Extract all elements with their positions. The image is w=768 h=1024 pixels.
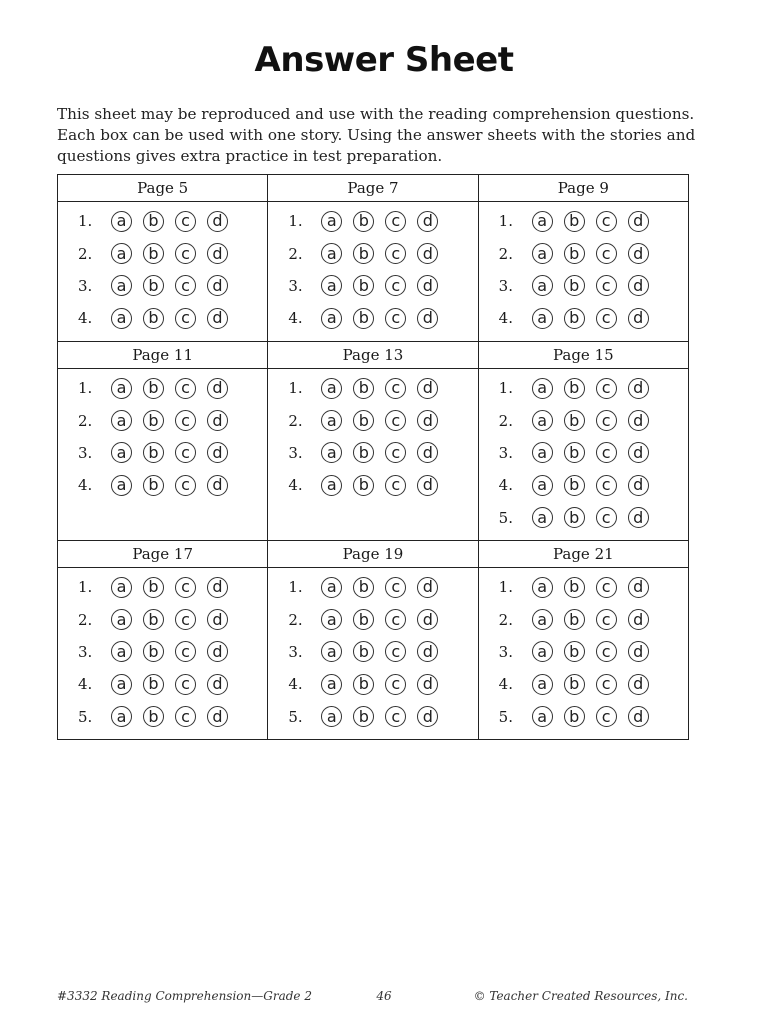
answer-bubble-a[interactable]: a xyxy=(532,243,553,264)
body-row-2 xyxy=(58,369,689,541)
answer-bubble-b[interactable]: b xyxy=(143,243,164,264)
box-header: Page 11 xyxy=(58,342,268,369)
answer-bubble-c[interactable]: c xyxy=(385,378,406,399)
answer-bubble-c[interactable]: c xyxy=(596,275,617,296)
answer-bubble-a[interactable]: a xyxy=(532,442,553,463)
answer-bubble-b[interactable]: b xyxy=(353,211,374,232)
question-number: 1. xyxy=(498,578,513,597)
question-number: 3. xyxy=(78,642,93,661)
answer-bubble-b[interactable]: b xyxy=(564,475,585,496)
answer-bubble-a[interactable]: a xyxy=(532,308,553,329)
answer-bubble-d[interactable]: d xyxy=(417,378,438,399)
answer-bubble-a[interactable]: a xyxy=(532,706,553,727)
question-number: 2. xyxy=(498,610,513,629)
answer-bubble-c[interactable]: c xyxy=(385,410,406,431)
answer-bubble-c[interactable]: c xyxy=(175,674,196,695)
answer-bubble-d[interactable]: d xyxy=(417,211,438,232)
answer-bubble-b[interactable]: b xyxy=(564,706,585,727)
answer-bubble-b[interactable]: b xyxy=(353,243,374,264)
answer-bubble-d[interactable]: d xyxy=(207,674,228,695)
answer-bubble-a[interactable]: a xyxy=(321,378,342,399)
answer-bubble-c[interactable]: c xyxy=(385,211,406,232)
answer-bubble-a[interactable]: a xyxy=(111,442,132,463)
box-header: Page 17 xyxy=(58,541,268,568)
answer-bubble-b[interactable]: b xyxy=(143,475,164,496)
answer-bubble-d[interactable]: d xyxy=(417,243,438,264)
answer-bubble-c[interactable]: c xyxy=(385,243,406,264)
answer-bubble-a[interactable]: a xyxy=(321,609,342,630)
answer-bubble-d[interactable]: d xyxy=(628,378,649,399)
question-row xyxy=(479,437,688,469)
answer-bubble-b[interactable]: b xyxy=(143,211,164,232)
question-row xyxy=(58,270,267,302)
answer-bubble-b[interactable]: b xyxy=(143,308,164,329)
question-number: 2. xyxy=(288,411,303,430)
answer-bubble-a[interactable]: a xyxy=(532,507,553,528)
answer-bubble-a[interactable]: a xyxy=(321,410,342,431)
answer-bubble-d[interactable]: d xyxy=(207,475,228,496)
answer-bubble-d[interactable]: d xyxy=(417,410,438,431)
question-number: 5. xyxy=(498,508,513,527)
answer-bubble-c[interactable]: c xyxy=(175,275,196,296)
answer-bubble-d[interactable]: d xyxy=(628,243,649,264)
answer-bubble-a[interactable]: a xyxy=(111,577,132,598)
question-row xyxy=(479,270,688,302)
answer-bubble-b[interactable]: b xyxy=(353,410,374,431)
answer-bubble-b[interactable]: b xyxy=(353,609,374,630)
question-number: 4. xyxy=(78,675,93,694)
question-row xyxy=(479,502,688,534)
question-number: 1. xyxy=(78,379,93,398)
answer-bubble-d[interactable]: d xyxy=(417,475,438,496)
answer-bubble-a[interactable]: a xyxy=(111,243,132,264)
question-row xyxy=(268,603,477,635)
answer-grid xyxy=(57,174,689,740)
question-row xyxy=(58,571,267,603)
page-title: Answer Sheet xyxy=(254,40,514,80)
answer-bubble-d[interactable]: d xyxy=(628,475,649,496)
answer-bubble-b[interactable]: b xyxy=(143,378,164,399)
box-header: Page 13 xyxy=(268,342,478,369)
question-number: 5. xyxy=(78,707,93,726)
question-row xyxy=(268,701,477,733)
answer-box xyxy=(478,202,688,342)
question-row xyxy=(58,404,267,436)
answer-bubble-b[interactable]: b xyxy=(353,674,374,695)
question-number: 1. xyxy=(288,578,303,597)
header-row-2 xyxy=(58,342,689,369)
answer-bubble-b[interactable]: b xyxy=(143,442,164,463)
body-row-1 xyxy=(58,202,689,342)
answer-box xyxy=(58,202,268,342)
answer-bubble-a[interactable]: a xyxy=(532,475,553,496)
answer-bubble-a[interactable]: a xyxy=(111,410,132,431)
question-number: 2. xyxy=(78,411,93,430)
question-number: 4. xyxy=(288,309,303,328)
question-number: 1. xyxy=(288,379,303,398)
answer-box xyxy=(58,369,268,541)
question-row xyxy=(479,668,688,700)
answer-bubble-a[interactable]: a xyxy=(321,641,342,662)
answer-bubble-c[interactable]: c xyxy=(596,475,617,496)
answer-bubble-b[interactable]: b xyxy=(143,674,164,695)
question-number: 2. xyxy=(498,411,513,430)
intro-paragraph: This sheet may be reproduced and use with the reading comprehension questions. Each box can be used with one story. Using the answer sheets with the stories and questions gives extra practice in test preparation. xyxy=(57,105,696,165)
answer-bubble-d[interactable]: d xyxy=(628,507,649,528)
answer-bubble-a[interactable]: a xyxy=(321,475,342,496)
question-number: 3. xyxy=(78,276,93,295)
answer-bubble-c[interactable]: c xyxy=(596,308,617,329)
question-row xyxy=(268,668,477,700)
answer-bubble-b[interactable]: b xyxy=(564,243,585,264)
question-row xyxy=(58,302,267,334)
question-row xyxy=(58,237,267,269)
question-row xyxy=(479,404,688,436)
answer-bubble-b[interactable]: b xyxy=(353,641,374,662)
answer-bubble-b[interactable]: b xyxy=(564,308,585,329)
answer-bubble-b[interactable]: b xyxy=(143,577,164,598)
answer-bubble-d[interactable]: d xyxy=(417,674,438,695)
answer-bubble-c[interactable]: c xyxy=(175,442,196,463)
box-header: Page 7 xyxy=(268,175,478,202)
question-row xyxy=(58,469,267,501)
answer-bubble-d[interactable]: d xyxy=(207,378,228,399)
answer-bubble-a[interactable]: a xyxy=(532,378,553,399)
answer-bubble-a[interactable]: a xyxy=(321,211,342,232)
answer-box xyxy=(478,369,688,541)
answer-bubble-b[interactable]: b xyxy=(353,442,374,463)
question-row xyxy=(58,372,267,404)
answer-bubble-b[interactable]: b xyxy=(143,410,164,431)
box-header: Page 9 xyxy=(478,175,688,202)
question-number: 1. xyxy=(78,212,93,231)
answer-bubble-a[interactable]: a xyxy=(321,706,342,727)
answer-bubble-a[interactable]: a xyxy=(532,577,553,598)
question-number: 3. xyxy=(78,443,93,462)
answer-bubble-a[interactable]: a xyxy=(321,577,342,598)
question-number: 3. xyxy=(498,443,513,462)
question-number: 4. xyxy=(498,675,513,694)
answer-bubble-c[interactable]: c xyxy=(596,378,617,399)
answer-box xyxy=(268,369,478,541)
answer-bubble-d[interactable]: d xyxy=(207,410,228,431)
answer-bubble-b[interactable]: b xyxy=(143,706,164,727)
answer-bubble-c[interactable]: c xyxy=(596,609,617,630)
answer-bubble-c[interactable]: c xyxy=(175,308,196,329)
answer-bubble-b[interactable]: b xyxy=(564,378,585,399)
answer-bubble-d[interactable]: d xyxy=(207,275,228,296)
answer-bubble-a[interactable]: a xyxy=(532,641,553,662)
answer-bubble-c[interactable]: c xyxy=(385,308,406,329)
answer-bubble-c[interactable]: c xyxy=(385,442,406,463)
answer-bubble-d[interactable]: d xyxy=(417,275,438,296)
answer-bubble-d[interactable]: d xyxy=(628,442,649,463)
answer-bubble-a[interactable]: a xyxy=(321,442,342,463)
answer-bubble-c[interactable]: c xyxy=(175,706,196,727)
body-row-3 xyxy=(58,568,689,740)
question-row xyxy=(58,603,267,635)
header-row-1 xyxy=(58,175,689,202)
answer-bubble-c[interactable]: c xyxy=(385,641,406,662)
answer-bubble-d[interactable]: d xyxy=(628,674,649,695)
answer-bubble-d[interactable]: d xyxy=(207,609,228,630)
answer-bubble-c[interactable]: c xyxy=(385,706,406,727)
answer-bubble-b[interactable]: b xyxy=(353,475,374,496)
answer-bubble-c[interactable]: c xyxy=(385,609,406,630)
question-number: 4. xyxy=(288,476,303,495)
answer-bubble-d[interactable]: d xyxy=(628,211,649,232)
footer-copyright: © Teacher Created Resources, Inc. xyxy=(473,989,688,1003)
question-number: 4. xyxy=(498,476,513,495)
answer-bubble-c[interactable]: c xyxy=(175,378,196,399)
answer-bubble-d[interactable]: d xyxy=(207,706,228,727)
answer-bubble-d[interactable]: d xyxy=(207,243,228,264)
question-number: 5. xyxy=(498,707,513,726)
question-number: 2. xyxy=(288,244,303,263)
question-number: 3. xyxy=(288,276,303,295)
answer-bubble-b[interactable]: b xyxy=(353,706,374,727)
box-header: Page 21 xyxy=(478,541,688,568)
answer-bubble-c[interactable]: c xyxy=(596,442,617,463)
question-number: 4. xyxy=(78,309,93,328)
answer-bubble-d[interactable]: d xyxy=(417,706,438,727)
box-header: Page 19 xyxy=(268,541,478,568)
question-row xyxy=(268,571,477,603)
question-row xyxy=(479,302,688,334)
answer-bubble-a[interactable]: a xyxy=(111,706,132,727)
question-row xyxy=(58,668,267,700)
answer-bubble-a[interactable]: a xyxy=(111,674,132,695)
answer-bubble-b[interactable]: b xyxy=(143,275,164,296)
answer-bubble-d[interactable]: d xyxy=(628,577,649,598)
question-row xyxy=(58,205,267,237)
question-number: 2. xyxy=(498,244,513,263)
answer-bubble-c[interactable]: c xyxy=(596,641,617,662)
answer-bubble-b[interactable]: b xyxy=(143,641,164,662)
answer-bubble-b[interactable]: b xyxy=(564,442,585,463)
answer-bubble-b[interactable]: b xyxy=(353,577,374,598)
question-number: 2. xyxy=(78,244,93,263)
box-header: Page 5 xyxy=(58,175,268,202)
answer-bubble-d[interactable]: d xyxy=(628,609,649,630)
question-number: 3. xyxy=(288,443,303,462)
question-row xyxy=(479,237,688,269)
question-row xyxy=(58,636,267,668)
answer-bubble-c[interactable]: c xyxy=(175,211,196,232)
question-row xyxy=(479,701,688,733)
answer-bubble-b[interactable]: b xyxy=(143,609,164,630)
footer-book-title: #3332 Reading Comprehension—Grade 2 xyxy=(57,989,312,1003)
question-row xyxy=(268,302,477,334)
answer-bubble-a[interactable]: a xyxy=(111,475,132,496)
answer-bubble-d[interactable]: d xyxy=(628,706,649,727)
question-row xyxy=(479,469,688,501)
question-row xyxy=(268,404,477,436)
answer-bubble-a[interactable]: a xyxy=(111,308,132,329)
question-row xyxy=(479,571,688,603)
answer-bubble-d[interactable]: d xyxy=(417,308,438,329)
answer-box xyxy=(58,568,268,740)
question-number: 1. xyxy=(498,212,513,231)
answer-bubble-d[interactable]: d xyxy=(628,275,649,296)
footer-page-number: 46 xyxy=(376,989,392,1003)
answer-bubble-b[interactable]: b xyxy=(564,609,585,630)
answer-bubble-c[interactable]: c xyxy=(596,674,617,695)
answer-bubble-b[interactable]: b xyxy=(564,577,585,598)
question-row xyxy=(479,636,688,668)
answer-bubble-c[interactable]: c xyxy=(175,609,196,630)
answer-bubble-a[interactable]: a xyxy=(111,609,132,630)
answer-bubble-b[interactable]: b xyxy=(353,378,374,399)
question-row xyxy=(58,701,267,733)
answer-bubble-d[interactable]: d xyxy=(628,308,649,329)
answer-box xyxy=(268,202,478,342)
question-number: 2. xyxy=(288,610,303,629)
answer-bubble-c[interactable]: c xyxy=(596,507,617,528)
answer-bubble-b[interactable]: b xyxy=(564,275,585,296)
answer-bubble-c[interactable]: c xyxy=(596,410,617,431)
answer-bubble-a[interactable]: a xyxy=(532,609,553,630)
answer-bubble-d[interactable]: d xyxy=(207,641,228,662)
answer-bubble-c[interactable]: c xyxy=(596,211,617,232)
answer-bubble-d[interactable]: d xyxy=(417,442,438,463)
answer-bubble-d[interactable]: d xyxy=(207,308,228,329)
answer-bubble-c[interactable]: c xyxy=(385,475,406,496)
answer-bubble-d[interactable]: d xyxy=(417,609,438,630)
answer-bubble-c[interactable]: c xyxy=(596,706,617,727)
answer-box xyxy=(478,568,688,740)
question-row xyxy=(268,469,477,501)
header-row-3 xyxy=(58,541,689,568)
answer-bubble-c[interactable]: c xyxy=(385,674,406,695)
question-number: 1. xyxy=(288,212,303,231)
question-row xyxy=(479,372,688,404)
answer-bubble-a[interactable]: a xyxy=(111,211,132,232)
answer-bubble-a[interactable]: a xyxy=(532,211,553,232)
answer-bubble-a[interactable]: a xyxy=(111,641,132,662)
question-number: 4. xyxy=(78,476,93,495)
answer-bubble-d[interactable]: d xyxy=(417,641,438,662)
answer-bubble-d[interactable]: d xyxy=(207,577,228,598)
answer-bubble-c[interactable]: c xyxy=(175,410,196,431)
question-number: 5. xyxy=(288,707,303,726)
question-number: 2. xyxy=(78,610,93,629)
answer-box xyxy=(268,568,478,740)
answer-bubble-a[interactable]: a xyxy=(532,674,553,695)
answer-bubble-a[interactable]: a xyxy=(321,308,342,329)
question-number: 1. xyxy=(498,379,513,398)
question-row xyxy=(479,603,688,635)
answer-bubble-d[interactable]: d xyxy=(628,410,649,431)
answer-bubble-a[interactable]: a xyxy=(111,275,132,296)
answer-bubble-c[interactable]: c xyxy=(175,577,196,598)
answer-bubble-a[interactable]: a xyxy=(532,275,553,296)
answer-bubble-b[interactable]: b xyxy=(353,275,374,296)
answer-bubble-a[interactable]: a xyxy=(321,275,342,296)
question-row xyxy=(268,372,477,404)
answer-bubble-a[interactable]: a xyxy=(321,674,342,695)
answer-bubble-d[interactable]: d xyxy=(417,577,438,598)
answer-bubble-d[interactable]: d xyxy=(628,641,649,662)
answer-bubble-a[interactable]: a xyxy=(111,378,132,399)
answer-bubble-b[interactable]: b xyxy=(564,211,585,232)
answer-bubble-c[interactable]: c xyxy=(596,577,617,598)
answer-bubble-a[interactable]: a xyxy=(321,243,342,264)
answer-bubble-c[interactable]: c xyxy=(175,243,196,264)
question-number: 4. xyxy=(288,675,303,694)
question-row xyxy=(268,636,477,668)
answer-bubble-b[interactable]: b xyxy=(353,308,374,329)
question-row xyxy=(268,205,477,237)
answer-bubble-b[interactable]: b xyxy=(564,410,585,431)
answer-bubble-c[interactable]: c xyxy=(175,641,196,662)
question-number: 4. xyxy=(498,309,513,328)
answer-bubble-c[interactable]: c xyxy=(175,475,196,496)
question-row xyxy=(479,205,688,237)
box-header: Page 15 xyxy=(478,342,688,369)
question-number: 3. xyxy=(498,642,513,661)
question-row xyxy=(268,270,477,302)
answer-bubble-b[interactable]: b xyxy=(564,507,585,528)
question-number: 3. xyxy=(498,276,513,295)
answer-bubble-d[interactable]: d xyxy=(207,442,228,463)
question-row xyxy=(268,437,477,469)
question-number: 3. xyxy=(288,642,303,661)
question-number: 1. xyxy=(78,578,93,597)
answer-bubble-c[interactable]: c xyxy=(385,577,406,598)
answer-bubble-c[interactable]: c xyxy=(385,275,406,296)
question-row xyxy=(58,437,267,469)
answer-bubble-c[interactable]: c xyxy=(596,243,617,264)
question-row xyxy=(268,237,477,269)
answer-bubble-d[interactable]: d xyxy=(207,211,228,232)
answer-bubble-b[interactable]: b xyxy=(564,641,585,662)
answer-bubble-b[interactable]: b xyxy=(564,674,585,695)
answer-bubble-a[interactable]: a xyxy=(532,410,553,431)
